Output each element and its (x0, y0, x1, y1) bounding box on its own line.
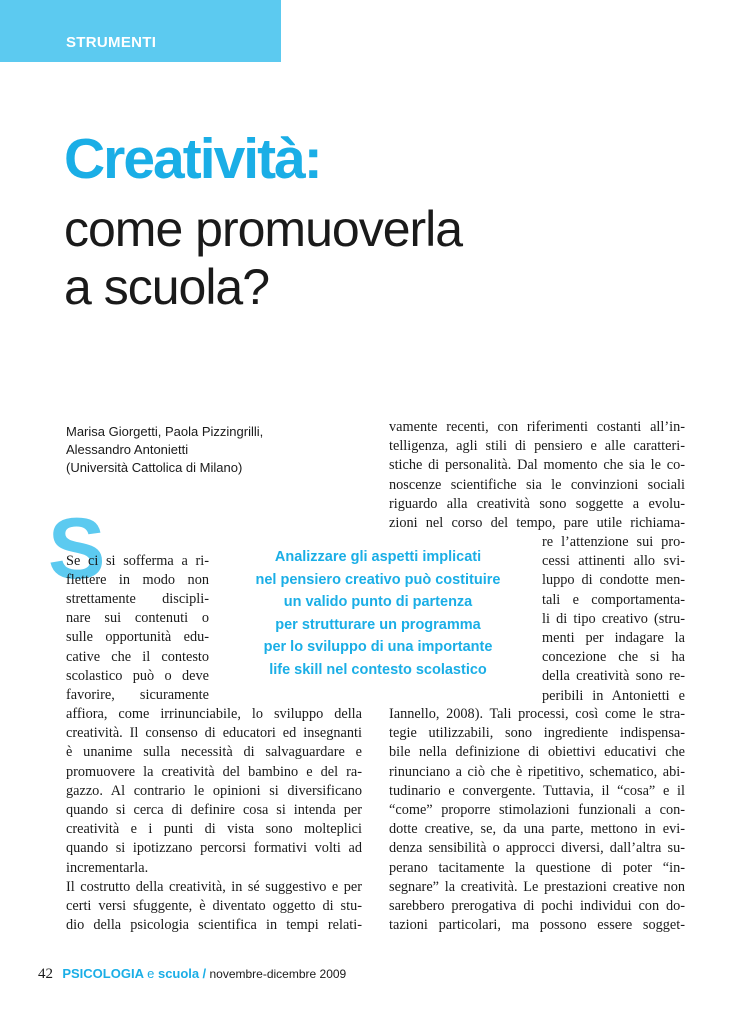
drop-cap: S (48, 501, 106, 597)
text-line: li di tipo creativo (stru- (542, 610, 685, 627)
text-line: noscenze scientifiche sia le convinzioni sociali (389, 476, 685, 493)
text-line: Iannello, 2008). Tali processi, così come le stra- (389, 706, 685, 722)
text-line: quando si cerca di definire cosa si intenda per (66, 802, 362, 818)
text-line: strettamente discipli- (66, 591, 209, 608)
pull-quote-line: life skill nel contesto scolastico (269, 661, 487, 678)
text-line: incrementarla. (66, 859, 149, 876)
pull-quote-line: per lo sviluppo di una importante (263, 639, 493, 655)
page-footer (38, 966, 346, 983)
text-line: bile nella definizione di obiettivi educativi che (389, 744, 685, 761)
text-line: dotte creative, se, da una parte, mettono in evi- (389, 821, 685, 838)
text-line: nare sui contenuti o (66, 610, 209, 627)
text-line: dio della psicologia scientifica in tempi relati- (66, 917, 362, 934)
text-line: segnare” la creatività. Le prestazioni creative non (389, 878, 685, 895)
page-number: 42 (38, 966, 53, 982)
pull-quote (230, 546, 526, 681)
magazine-name (62, 966, 199, 981)
text-line: re l’attenzione sui pro- (542, 534, 685, 550)
text-line: telligenza, agli stili di pensiero e alle caratteri- (389, 438, 685, 455)
text-line: rinunciano a ciò che è ripetitivo, schematico, abi- (389, 763, 685, 780)
text-line: tazioni particolari, ma possono essere sogget- (389, 917, 685, 934)
text-line: flettere in modo non (66, 572, 209, 589)
text-line: “come” proporre stimolazioni funzionali a con- (389, 802, 685, 818)
issue-date: novembre-dicembre 2009 (209, 967, 347, 981)
subtitle-line: a scuola? (64, 259, 270, 315)
text-line: peribili in Antonietti e (542, 687, 685, 704)
authors-block (66, 423, 263, 477)
text-line: affiora, come irrinunciabile, lo sviluppo della (66, 706, 362, 722)
footer-separator: / (202, 966, 207, 981)
section-label: STRUMENTI (66, 34, 157, 51)
text-line: luppo di condotte men- (542, 572, 685, 589)
text-line: cative che il contesto (66, 648, 209, 665)
text-line: cessi attinenti allo svi- (542, 553, 685, 570)
article-title: Creatività: (64, 127, 321, 191)
text-line: tudinario e convergente. Tuttavia, il “cosa” e il (389, 782, 685, 799)
section-tab (0, 0, 281, 62)
author-affiliation: (Università Cattolica di Milano) (66, 460, 243, 475)
text-line: creatività. Il consenso di educatori ed insegnanti (66, 725, 362, 742)
text-line: della creatività sono re- (542, 668, 685, 685)
text-line: perano tacitamente la questione di poter “in- (389, 859, 685, 876)
text-line: è unanime sulla necessità di salvaguardare e (66, 744, 362, 761)
subtitle-line: come promuoverla (64, 201, 463, 257)
text-line: denza sensibilità o approcci diversi, dall’altra su- (389, 840, 685, 857)
text-line: zioni nel corso del tempo, pare utile richiama- (389, 515, 685, 531)
pull-quote-line: Analizzare gli aspetti implicati (274, 549, 482, 565)
magazine-name-part1: PSICOLOGIA (62, 966, 144, 981)
text-line: scolastico può o deve (66, 667, 209, 684)
text-line: quando si ipotizzano percorsi formativi volti ad (66, 840, 362, 857)
text-line: creatività e i punti di vista sono molteplici (66, 821, 362, 838)
text-line: sulle opportunità edu- (66, 629, 209, 646)
magazine-name-e: e (147, 966, 155, 981)
text-line: menti per indagare la (542, 630, 685, 646)
author-names: Alessandro Antonietti (66, 442, 189, 457)
pull-quote-line: un valido punto di partenza (283, 594, 473, 610)
text-line: concezione che si ha (542, 649, 685, 666)
text-line: sarebbero prerogativa di pochi individui con do- (389, 898, 685, 914)
text-line: tegie utilizzabili, sono ingrediente indispensa- (389, 725, 685, 742)
text-line: tali e comportamenta- (542, 591, 685, 608)
author-names: Marisa Giorgetti, Paola Pizzingrilli, (66, 424, 264, 439)
text-line: vamente recenti, con riferimenti costanti all’in- (389, 419, 685, 435)
text-line: stiche di personalità. Dal momento che sia le co- (389, 457, 685, 474)
pull-quote-line: per strutturare un programma (275, 616, 481, 633)
text-line: promuovere la creatività del bambino e del ra- (66, 763, 362, 780)
text-line: Il costrutto della creatività, in sé suggestivo e per (66, 878, 362, 895)
magazine-name-part2: scuola (157, 966, 200, 981)
text-line: gazzo. Al contrario le opinioni si diversificano (66, 782, 362, 799)
article-subtitle (64, 200, 462, 316)
text-line: certi versi sfuggente, è diventato oggetto di stu- (66, 898, 362, 914)
text-line: riguardo alla creatività sono soggette a evolu- (389, 495, 685, 512)
text-line: Se ci si sofferma a ri- (66, 553, 209, 569)
pull-quote-line: nel pensiero creativo può costituire (255, 571, 501, 588)
text-line: favorire, sicuramente (66, 686, 209, 703)
